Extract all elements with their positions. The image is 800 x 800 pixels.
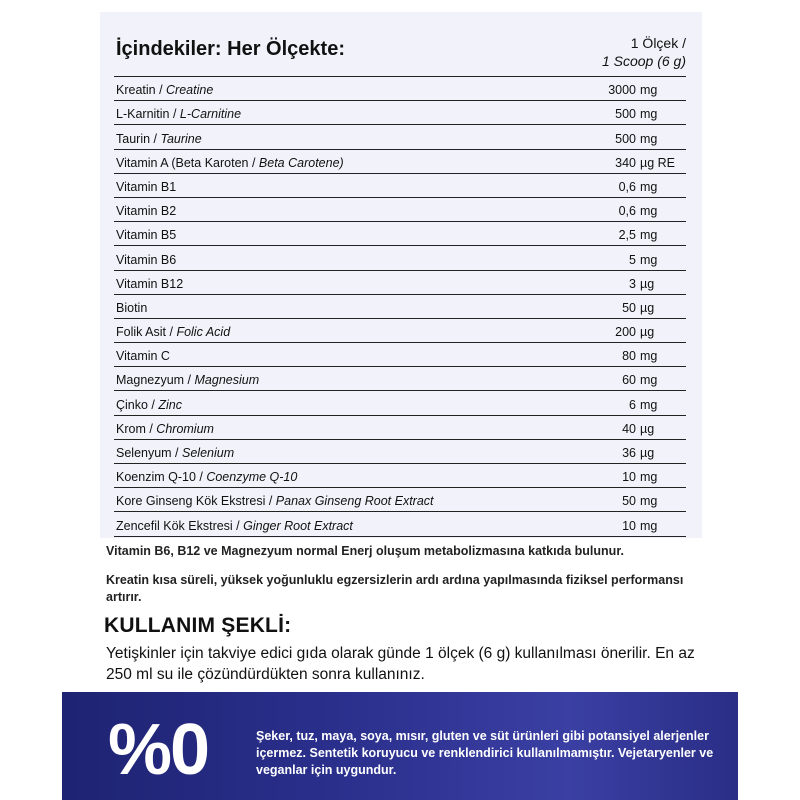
- ingredient-amount: 200: [615, 325, 636, 340]
- ingredient-unit: mg: [640, 228, 658, 243]
- ingredient-name: [116, 519, 353, 533]
- ingredient-unit: mg: [640, 373, 658, 388]
- ingredient-name: [116, 83, 213, 97]
- ingredient-name-tr: Kreatin /: [116, 83, 167, 98]
- ingredient-name: [116, 349, 170, 363]
- ingredient-name-tr: L-Karnitin /: [116, 107, 180, 122]
- ingredient-name-tr: Vitamin B1: [116, 179, 177, 194]
- table-row: [114, 367, 686, 391]
- ingredient-name: [116, 398, 182, 412]
- ingredient-unit: mg: [640, 83, 658, 98]
- table-row: [114, 77, 686, 101]
- ingredient-amount: 2,5: [618, 228, 636, 243]
- table-row: [114, 246, 686, 270]
- ingredient-unit: µg RE: [640, 155, 675, 170]
- ingredient-name-en: L-Carnitine: [179, 107, 242, 122]
- serving-size: [602, 34, 686, 70]
- ingredient-name: [116, 325, 230, 339]
- ingredient-amount: 50: [622, 494, 636, 509]
- table-row: [114, 319, 686, 343]
- ingredient-amount: 500: [615, 107, 636, 122]
- ingredient-name-tr: Vitamin B12: [116, 276, 184, 291]
- table-row: [114, 101, 686, 125]
- ingredient-name-en: Zinc: [158, 397, 183, 412]
- ingredient-name: [116, 422, 214, 436]
- ingredients-table: [114, 76, 686, 537]
- ingredient-name-tr: Krom /: [116, 421, 157, 436]
- ingredient-amount: 40: [622, 421, 636, 436]
- ingredient-unit: µg: [640, 446, 655, 460]
- ingredient-name: [116, 373, 259, 387]
- ingredient-name-en: Creatine: [166, 83, 214, 98]
- ingredients-panel: [100, 12, 702, 538]
- ingredient-name-tr: Koenzim Q-10 /: [116, 470, 207, 485]
- usage-title: KULLANIM ŞEKLİ:: [104, 614, 292, 637]
- table-row: [114, 488, 686, 512]
- ingredient-unit: mg: [640, 252, 658, 267]
- ingredient-amount: 3: [629, 276, 636, 291]
- ingredient-name: [116, 446, 234, 460]
- table-row: [114, 222, 686, 246]
- ingredient-amount: 10: [622, 470, 636, 485]
- ingredient-name: [116, 132, 202, 146]
- ingredient-name: [116, 277, 183, 291]
- ingredient-name-en: Ginger Root Extract: [243, 518, 353, 533]
- ingredient-unit: mg: [640, 179, 658, 194]
- ingredient-name-tr: Kore Ginseng Kök Ekstresi /: [116, 494, 276, 509]
- ingredients-title: İçindekiler: Her Ölçekte:: [116, 38, 345, 60]
- ingredient-name: [116, 253, 176, 267]
- ingredient-name-en: Selenium: [182, 446, 235, 460]
- ingredient-name-tr: Vitamin C: [116, 349, 170, 364]
- ingredient-name-tr: Magnezyum /: [116, 373, 195, 388]
- table-row: [114, 464, 686, 488]
- ingredient-amount: 340: [615, 155, 636, 170]
- ingredient-name-en: Magnesium: [194, 373, 260, 388]
- table-row: [114, 198, 686, 222]
- ingredient-name: [116, 494, 434, 508]
- ingredient-amount: 500: [615, 131, 636, 146]
- table-row: [114, 440, 686, 464]
- allergen-free-text: Şeker, tuz, maya, soya, mısır, gluten ve süt ürünleri gibi potansiyel alerjenler içermez. Sentetik koruyucu ve renklendirici kullanılmamıştır. Vejetaryenler ve veganlar için uygundur.: [256, 729, 714, 777]
- ingredient-name-tr: Vitamin A (Beta Karoten /: [116, 155, 259, 170]
- ingredient-name-en: Chromium: [156, 421, 214, 436]
- ingredient-name-tr: Selenyum /: [116, 446, 183, 460]
- usage-text: Yetişkinler için takviye edici gıda olarak günde 1 ölçek (6 g) kullanılması önerilir. En az 250 ml su ile çözündürdükten sonra kullanınız.: [106, 645, 695, 683]
- ingredient-name-en: Coenzyme Q-10: [206, 470, 298, 485]
- serving-size-tr: 1 Ölçek /: [630, 35, 686, 51]
- ingredient-name-en: Beta Carotene): [258, 155, 344, 170]
- ingredient-amount: 0,6: [618, 179, 636, 194]
- table-row: [114, 295, 686, 319]
- ingredient-amount: 80: [622, 349, 636, 364]
- ingredient-amount: 60: [622, 373, 636, 388]
- ingredient-name-tr: Çinko /: [116, 397, 159, 412]
- table-row: [114, 416, 686, 440]
- ingredient-name-tr: Folik Asit /: [116, 325, 177, 340]
- ingredient-unit: mg: [640, 397, 658, 412]
- ingredient-name: [116, 180, 176, 194]
- ingredient-amount: 50: [622, 300, 636, 315]
- ingredient-name-tr: Vitamin B5: [116, 228, 177, 243]
- ingredient-name-tr: Vitamin B2: [116, 204, 177, 219]
- ingredient-unit: mg: [640, 518, 658, 533]
- ingredient-unit: mg: [640, 349, 658, 364]
- claim-creatine-performance: Kreatin kısa süreli, yüksek yoğunluklu egzersizlerin ardı ardına yapılmasında fiziksel performansı artırır.: [106, 573, 684, 604]
- table-row: [114, 512, 686, 536]
- ingredient-amount: 10: [622, 518, 636, 533]
- ingredient-name-tr: Taurin /: [116, 131, 161, 146]
- ingredient-unit: mg: [640, 204, 658, 219]
- ingredient-amount: 5: [629, 252, 636, 267]
- table-row: [114, 271, 686, 295]
- table-row: [114, 391, 686, 415]
- ingredient-unit: mg: [640, 107, 658, 122]
- ingredient-name: [116, 204, 176, 218]
- ingredient-unit: µg: [640, 325, 655, 340]
- table-row: [114, 150, 686, 174]
- ingredient-unit: µg: [640, 300, 655, 315]
- ingredient-name-tr: Zencefil Kök Ekstresi /: [116, 518, 244, 533]
- ingredient-name: [116, 156, 344, 170]
- ingredient-amount: 0,6: [618, 204, 636, 219]
- table-row: [114, 125, 686, 149]
- ingredient-name: [116, 107, 241, 121]
- ingredient-name: [116, 228, 176, 242]
- ingredient-unit: µg: [640, 276, 655, 291]
- claim-energy-metabolism: Vitamin B6, B12 ve Magnezyum normal Enerj oluşum metabolizmasına katkıda bulunur.: [106, 544, 624, 558]
- ingredient-amount: 6: [629, 397, 636, 412]
- table-row: [114, 343, 686, 367]
- ingredient-amount: 36: [622, 446, 636, 460]
- ingredient-name-tr: Vitamin B6: [116, 252, 177, 267]
- ingredient-name: [116, 301, 147, 315]
- zero-percent-badge: %0: [108, 710, 209, 790]
- ingredient-unit: mg: [640, 494, 658, 509]
- ingredient-name-en: Taurine: [160, 131, 202, 146]
- ingredient-unit: µg: [640, 421, 655, 436]
- serving-size-en: 1 Scoop (6 g): [601, 53, 686, 69]
- table-row: [114, 174, 686, 198]
- ingredient-amount: 3000: [608, 83, 636, 98]
- ingredient-name-tr: Biotin: [116, 300, 148, 315]
- ingredient-name-en: Panax Ginseng Root Extract: [275, 494, 434, 509]
- ingredient-name-en: Folic Acid: [176, 325, 231, 340]
- ingredient-unit: mg: [640, 131, 658, 146]
- ingredient-unit: mg: [640, 470, 658, 485]
- allergen-free-banner: [62, 692, 738, 800]
- ingredient-name: [116, 470, 297, 484]
